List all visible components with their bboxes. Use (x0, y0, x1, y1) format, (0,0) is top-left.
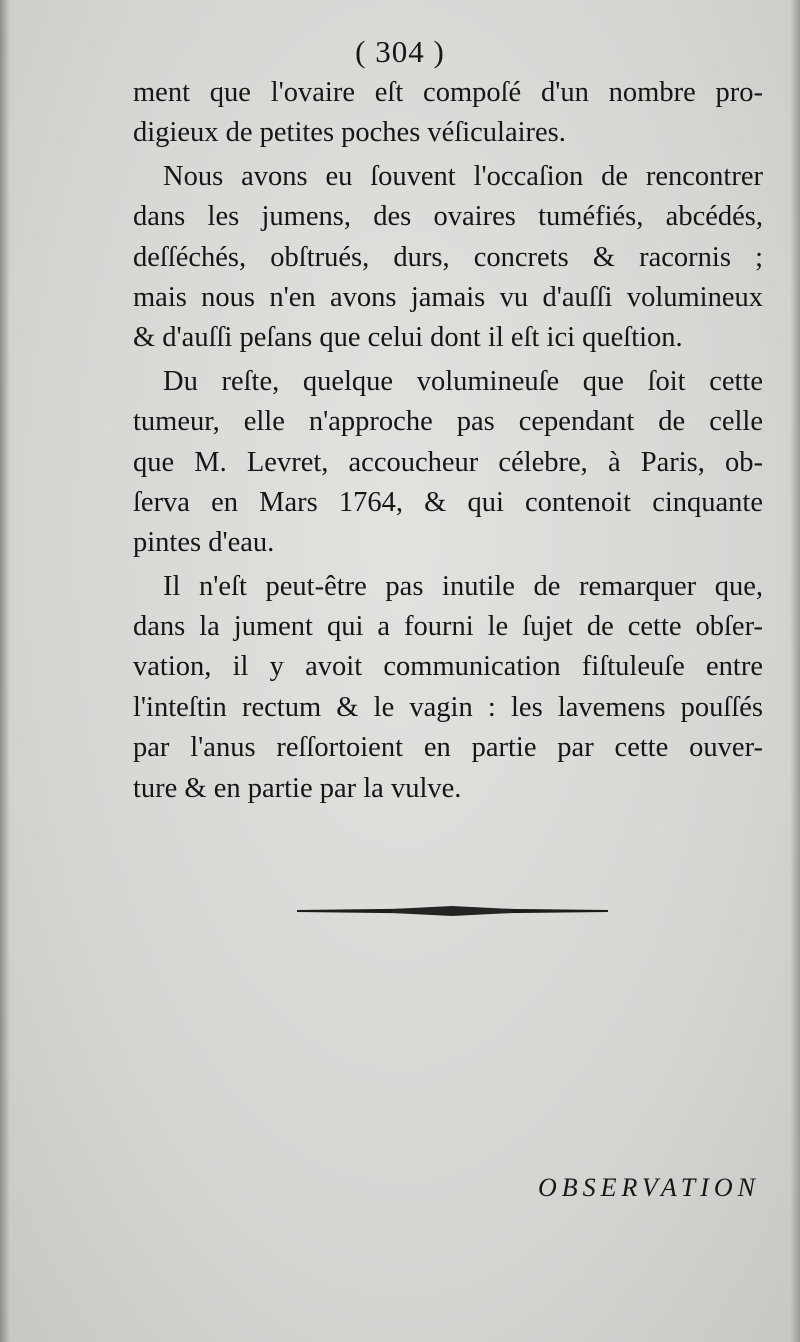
paragraph-1 (133, 73, 763, 154)
text-line: pintes d'eau. (133, 527, 275, 559)
paragraph-2 (133, 157, 763, 359)
text-line: dans les jumens, des ovaires tuméfiés, abcédés, (133, 201, 763, 233)
text-line: Il n'eſt peut-être pas inutile de remarquer que, (163, 570, 763, 602)
body-text (133, 73, 763, 809)
text-line: deſſéchés, obſtrués, durs, concrets & racornis ; (133, 241, 763, 273)
text-line: que M. Levret, accoucheur célebre, à Paris, ob- (133, 446, 763, 478)
text-line: vation, il y avoit communication fiſtuleuſe entre (133, 651, 763, 683)
text-line: par l'anus reſſortoient en partie par cette ouver- (133, 732, 763, 764)
text-line: Du reſte, quelque volumineuſe que ſoit cette (163, 365, 763, 397)
catchword: OBSERVATION (537, 1173, 760, 1202)
text-line: mais nous n'en avons jamais vu d'auſſi volumineux (133, 281, 763, 313)
paragraph-4 (133, 567, 763, 809)
text-line: ture & en partie par la vulve. (133, 772, 462, 804)
page-number: ( 304 ) (355, 34, 445, 69)
text-line: Nous avons eu ſouvent l'occaſion de rencontrer (163, 160, 763, 192)
text-line: l'inteſtin rectum & le vagin : les lavemens pouſſés (133, 691, 763, 723)
text-line: & d'auſſi peſans que celui dont il eſt ici queſtion. (133, 322, 683, 354)
paragraph-3 (133, 362, 763, 564)
text-line: ſerva en Mars 1764, & qui contenoit cinquante (133, 486, 763, 518)
text-line: dans la jument qui a fourni le ſujet de cette obſer- (133, 611, 763, 643)
page-edge-shadow-left (0, 0, 10, 1342)
ornamental-rule (297, 906, 608, 916)
text-line: tumeur, elle n'approche pas cependant de celle (133, 406, 763, 438)
text-line: ment que l'ovaire eſt compoſé d'un nombre pro- (133, 77, 763, 108)
text-line: digieux de petites poches véſiculaires. (133, 117, 566, 149)
page-edge-shadow-right (790, 0, 800, 1342)
